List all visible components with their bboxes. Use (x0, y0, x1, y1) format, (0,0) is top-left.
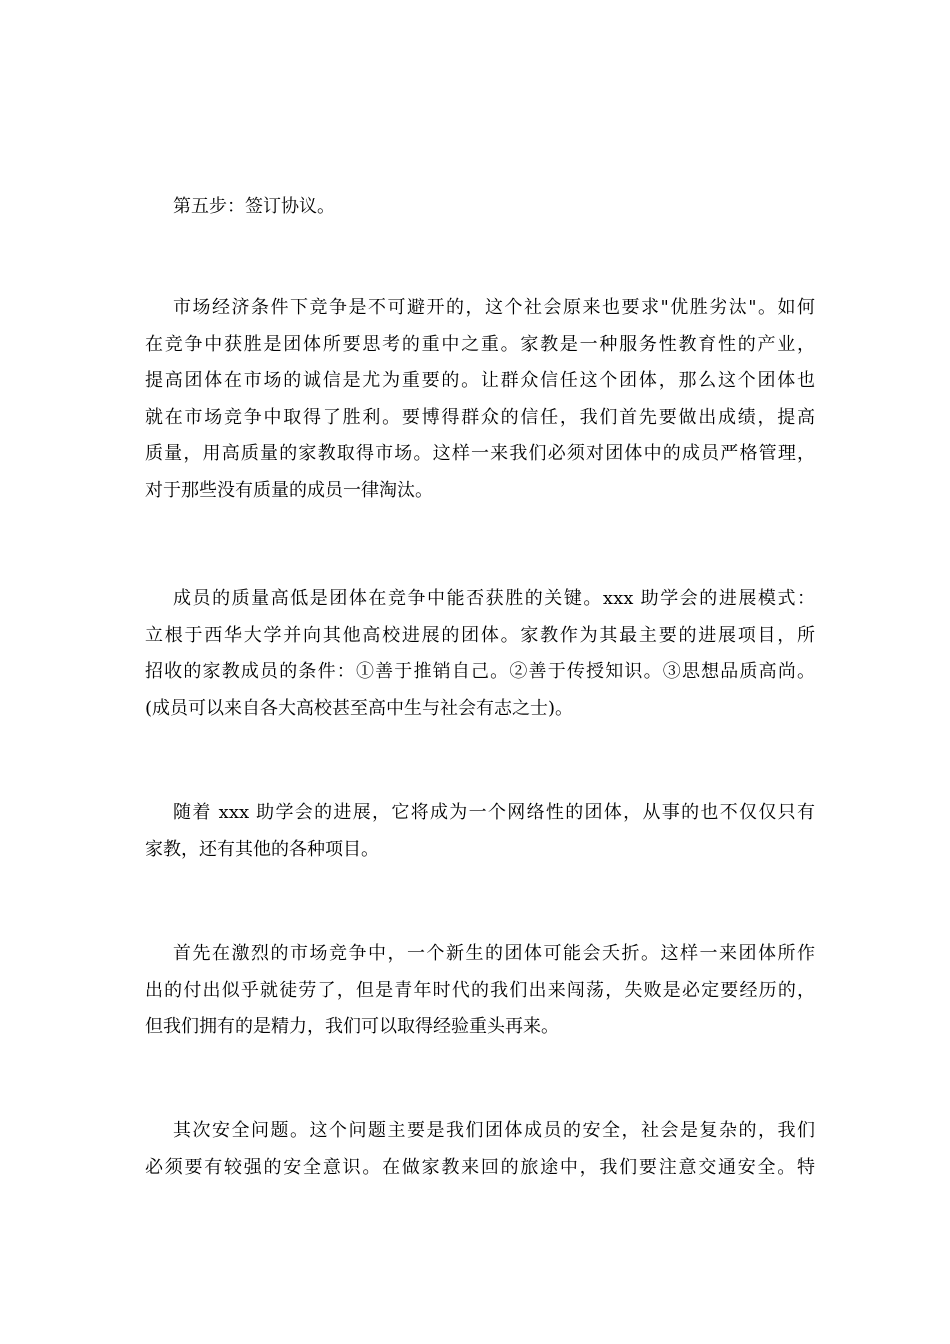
paragraph-line: 家教，还有其他的各种项目。 (145, 838, 379, 860)
paragraph-market-competition (145, 290, 815, 509)
paragraph-line: 但我们拥有的是精力，我们可以取得经验重头再来。 (145, 1016, 559, 1037)
paragraph-line: 成员的质量高低是团体在竞争中能否获胜的关键。xxx 助学会的进展模式： (173, 588, 815, 609)
paragraph-safety (145, 1113, 815, 1186)
paragraph-step-five (145, 189, 815, 226)
paragraph-line: 对于那些没有质量的成员一律淘汰。 (145, 479, 433, 501)
paragraph-line: 必须要有较强的安全意识。在做家教来回的旅途中，我们要注意交通安全。特 (145, 1156, 815, 1178)
paragraph-line: 其次安全问题。这个问题主要是我们团体成员的安全，社会是复杂的，我们 (173, 1120, 815, 1141)
paragraph-line: 随着 xxx 助学会的进展，它将成为一个网络性的团体，从事的也不仅仅只有 (173, 802, 815, 823)
paragraph-line: 第五步：签订协议。 (173, 196, 335, 217)
paragraph-member-quality (145, 581, 815, 727)
paragraph-line: 出的付出似乎就徒劳了，但是青年时代的我们出来闯荡，失败是必定要经历的， (145, 979, 815, 1001)
paragraph-line: 首先在激烈的市场竞争中，一个新生的团体可能会夭折。这样一来团体所作 (173, 943, 815, 964)
paragraph-line: 就在市场竞争中取得了胜利。要博得群众的信任，我们首先要做出成绩，提高 (145, 406, 815, 428)
paragraph-line: 在竞争中获胜是团体所要思考的重中之重。家教是一种服务性教育性的产业， (145, 333, 815, 355)
paragraph-line: 质量，用高质量的家教取得市场。这样一来我们必须对团体中的成员严格管理， (145, 443, 815, 464)
paragraph-development (145, 795, 815, 868)
paragraph-line: (成员可以来自各大高校甚至高中生与社会有志之士)。 (145, 697, 574, 719)
paragraph-line: 提高团体在市场的诚信是尤为重要的。让群众信任这个团体，那么这个团体也 (145, 370, 815, 391)
paragraph-line: 市场经济条件下竞争是不可避开的，这个社会原来也要求"优胜劣汰"。如何 (173, 297, 815, 318)
paragraph-first-risk (145, 936, 815, 1046)
paragraph-line: 立根于西华大学并向其他高校进展的团体。家教作为其最主要的进展项目，所 (145, 624, 815, 646)
paragraph-line: 招收的家教成员的条件：①善于推销自己。②善于传授知识。③思想品质高尚。 (145, 661, 815, 682)
